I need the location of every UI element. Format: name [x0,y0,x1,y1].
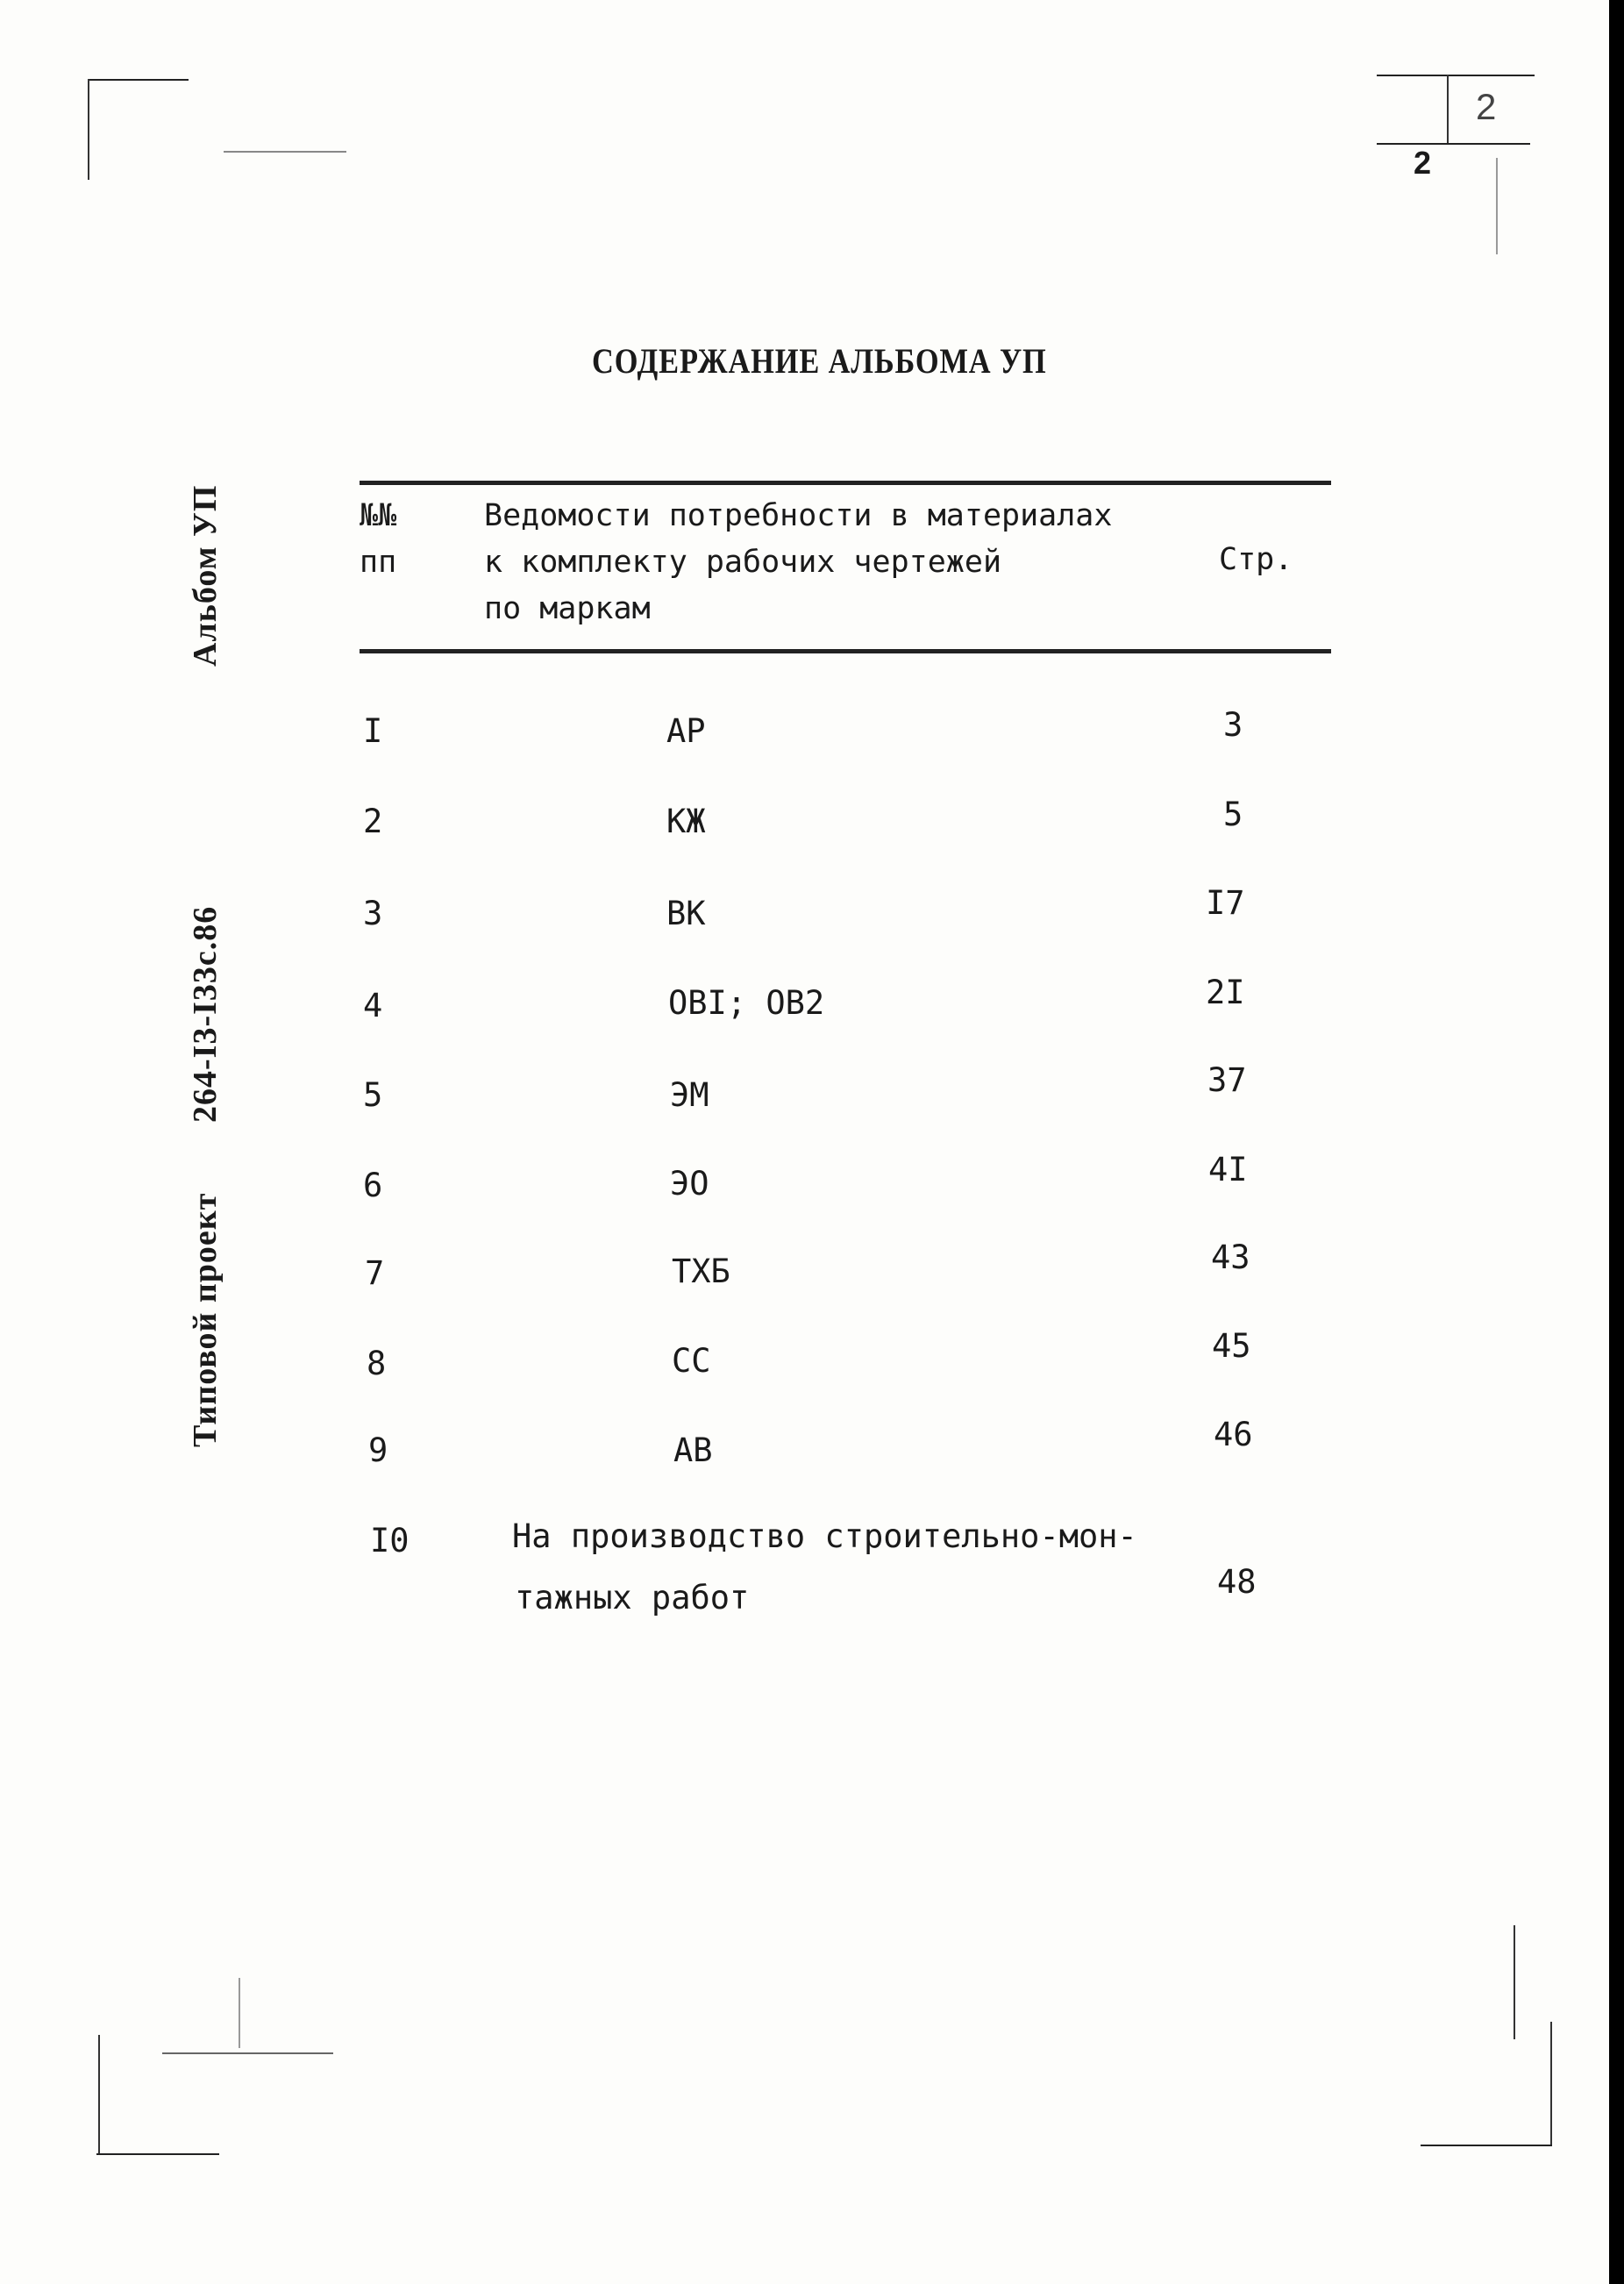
row-num: 9 [368,1431,388,1469]
row-page: 3 [1223,706,1243,744]
row-mark: КЖ [666,803,706,840]
row-num: 3 [363,895,383,932]
corner-mark-bottom-left-vertical [98,2035,100,2153]
header-description [484,493,1112,632]
row-num: 6 [363,1167,383,1204]
header-num [360,493,396,586]
row-page: 43 [1211,1238,1250,1276]
corner-mark-bottom-left [96,2153,219,2155]
row-mark: ЭМ [670,1076,709,1114]
row-page: 4I [1208,1151,1248,1188]
header-num-line-2: пп [360,545,397,580]
row-description-line-1: На производство строительно-мон- [512,1517,1137,1555]
row-page: 2I [1206,974,1245,1011]
row-description-line-2: тажных работ [515,1579,750,1617]
dash-mark-top-left [224,151,346,153]
row-mark: СС [672,1342,711,1380]
header-desc-line-2: к комплекту рабочих чертежей [484,545,1002,580]
corner-mark-bottom-right-line [1421,2145,1552,2146]
page-number-top: 2 [1476,86,1497,127]
header-desc-line-1: Ведомости потребности в материалах [484,498,1113,533]
row-num: 4 [363,987,383,1024]
document-title: СОДЕРЖАНИЕ АЛЬБОМА УП [592,341,1047,381]
side-label-album: Альбом УП [187,484,224,667]
row-num: I [363,712,383,750]
table-top-rule [360,481,1331,485]
row-mark: ОВI; ОВ2 [668,984,825,1022]
dash-mark-bottom-left [162,2052,333,2054]
row-page: 48 [1217,1563,1257,1601]
dash-mark-bottom-left-vertical [239,1978,240,2048]
table-header-rule [360,649,1331,653]
corner-mark-bottom-right [1514,1925,1515,2039]
row-num: 5 [363,1076,383,1114]
page-number-stamp: 2 [1414,145,1432,181]
stamp-divider [1447,75,1449,143]
row-num: I0 [370,1522,410,1560]
row-num: 7 [365,1254,385,1292]
stamp-top-line [1377,75,1535,76]
header-page: Стр. [1219,542,1293,577]
row-mark: ТХБ [672,1253,730,1290]
row-mark: АР [666,712,706,750]
corner-mark-bottom-right-2 [1550,2022,1552,2145]
stamp-right-edge [1496,158,1498,254]
row-page: 5 [1223,796,1243,833]
row-mark: ЭО [670,1165,709,1203]
row-page: 45 [1212,1327,1251,1365]
row-page: 46 [1214,1416,1253,1453]
row-num: 8 [367,1345,387,1382]
side-label-project: Типовой проект [187,1192,224,1447]
row-page: 37 [1207,1061,1247,1099]
header-desc-line-3: по маркам [484,591,651,626]
corner-mark-top-left-vertical [88,79,89,180]
row-mark: ВК [666,895,706,932]
stamp-bottom-line [1377,143,1530,145]
row-page: I7 [1206,884,1245,922]
corner-mark-top-left [88,79,189,81]
row-mark: АВ [673,1431,713,1469]
row-num: 2 [363,803,383,840]
side-label-code: 264-I3-I33с.86 [187,905,224,1123]
header-num-line-1: №№ [360,498,397,533]
